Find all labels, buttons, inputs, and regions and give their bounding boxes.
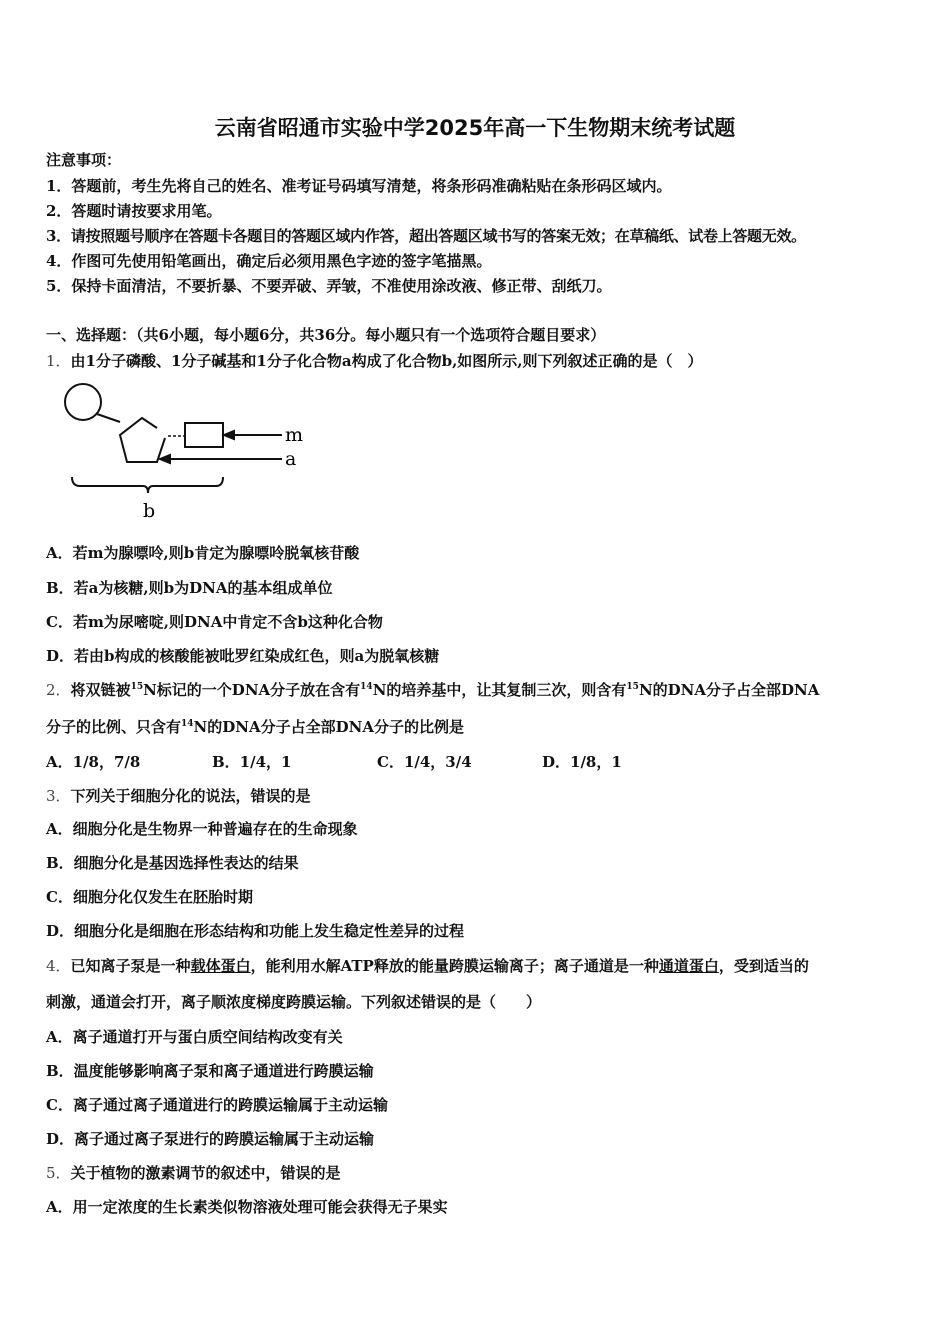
page-title: 云南省昭通市实验中学2025年高一下生物期末统考试题 [214,116,736,140]
stem-part: 将双链被 [70,681,131,699]
section-heading: 一、选择题：（共6小题，每小题6分，共36分。每小题只有一个选项符合题目要求） [46,326,606,344]
underlined-term: 载体蛋白 [190,957,251,975]
stem-part: N的培养基中，让其复制三次，则含有 [372,681,627,699]
question-4-line2: 刺激，通道会打开，离子顺浓度梯度跨膜运输。下列叙述错误的是（ ） [46,993,542,1011]
label-b: b [143,500,156,522]
stem-part: 分子的比例、只含有 [46,718,182,736]
pentose-ring [120,418,165,462]
question-2 [46,680,819,700]
notice-heading: 注意事项： [46,151,122,169]
option-c: C．1/4，3/4 [377,753,472,771]
question-3 [46,786,311,806]
option-b: B．若a为核糖,则b为DNA的基本组成单位 [46,579,333,597]
option-a: A．用一定浓度的生长素类似物溶液处理可能会获得无子果实 [46,1198,448,1216]
option-b: B．1/4，1 [212,753,292,771]
superscript: 14 [181,719,194,729]
option-b: B．温度能够影响离子泵和离子通道进行跨膜运输 [46,1062,374,1080]
option-b: B．细胞分化是基因选择性表达的结果 [46,854,299,872]
base-box [185,423,223,447]
question-stem: 由1分子磷酸、1分子碱基和1分子化合物a构成了化合物b,如图所示,则下列叙述正确的是（ ） [70,352,703,370]
stem-part: N标记的一个DNA分子放在含有 [143,681,361,699]
stem-part: N的DNA分子占全部DNA分子的比例是 [193,718,464,736]
question-number: 3． [46,787,71,805]
option-a: A．离子通道打开与蛋白质空间结构改变有关 [46,1028,343,1046]
notice-item: 1．答题前，考生先将自己的姓名、准考证号码填写清楚，将条形码准确粘贴在条形码区域内。 [46,177,672,195]
superscript: 15 [626,682,639,692]
stem-part: N的DNA分子占全部DNA [638,681,820,699]
superscript: 14 [360,682,373,692]
question-5 [46,1163,341,1183]
phosphate-circle [65,384,101,420]
option-a: A．若m为腺嘌呤,则b肯定为腺嘌呤脱氧核苷酸 [46,544,360,562]
superscript: 15 [130,682,144,692]
option-d: D．细胞分化是细胞在形态结构和功能上发生稳定性差异的过程 [46,922,465,940]
option-d: D．若由b构成的核酸能被吡罗红染成红色，则a为脱氧核糖 [46,647,440,665]
notice-item: 4．作图可先使用铅笔画出，确定后必须用黑色字迹的签字笔描黑。 [46,252,492,270]
question-4 [46,956,809,976]
question-number: 1． [46,352,71,370]
label-m: m [285,424,304,446]
stem-part: ，受到适当的 [718,957,809,975]
option-d: D．离子通过离子泵进行的跨膜运输属于主动运输 [46,1130,375,1148]
stem-part: ，能利用水解ATP释放的能量跨膜运输离子；离子通道是一种 [250,957,659,975]
brace [72,477,223,493]
notice-item: 2．答题时请按要求用笔。 [46,202,222,220]
stem-part: 已知离子泵是一种 [70,957,191,975]
question-stem: 下列关于细胞分化的说法，错误的是 [70,787,311,805]
underlined-term: 通道蛋白 [658,957,719,975]
label-a: a [285,448,297,470]
notice-item: 5．保持卡面清洁，不要折暴、不要弄破、弄皱，不准使用涂改液、修正带、刮纸刀。 [46,277,612,295]
question-number: 2． [46,681,71,699]
question-number: 4． [46,957,71,975]
question-number: 5． [46,1164,71,1182]
notice-item: 3．请按照题号顺序在答题卡各题目的答题区域内作答，超出答题区域书写的答案无效；在草稿纸、试卷上答题无效。 [46,227,806,245]
option-c: C．若m为尿嘧啶,则DNA中肯定不含b这种化合物 [46,613,383,631]
question-2-line2 [46,717,464,737]
option-c: C．离子通过离子通道进行的跨膜运输属于主动运输 [46,1096,388,1114]
option-d: D．1/8，1 [542,753,622,771]
option-c: C．细胞分化仅发生在胚胎时期 [46,888,253,906]
option-a: A．细胞分化是生物界一种普遍存在的生命现象 [46,820,358,838]
option-a: A．1/8，7/8 [46,753,141,771]
question-stem: 关于植物的激素调节的叙述中，错误的是 [70,1164,341,1182]
